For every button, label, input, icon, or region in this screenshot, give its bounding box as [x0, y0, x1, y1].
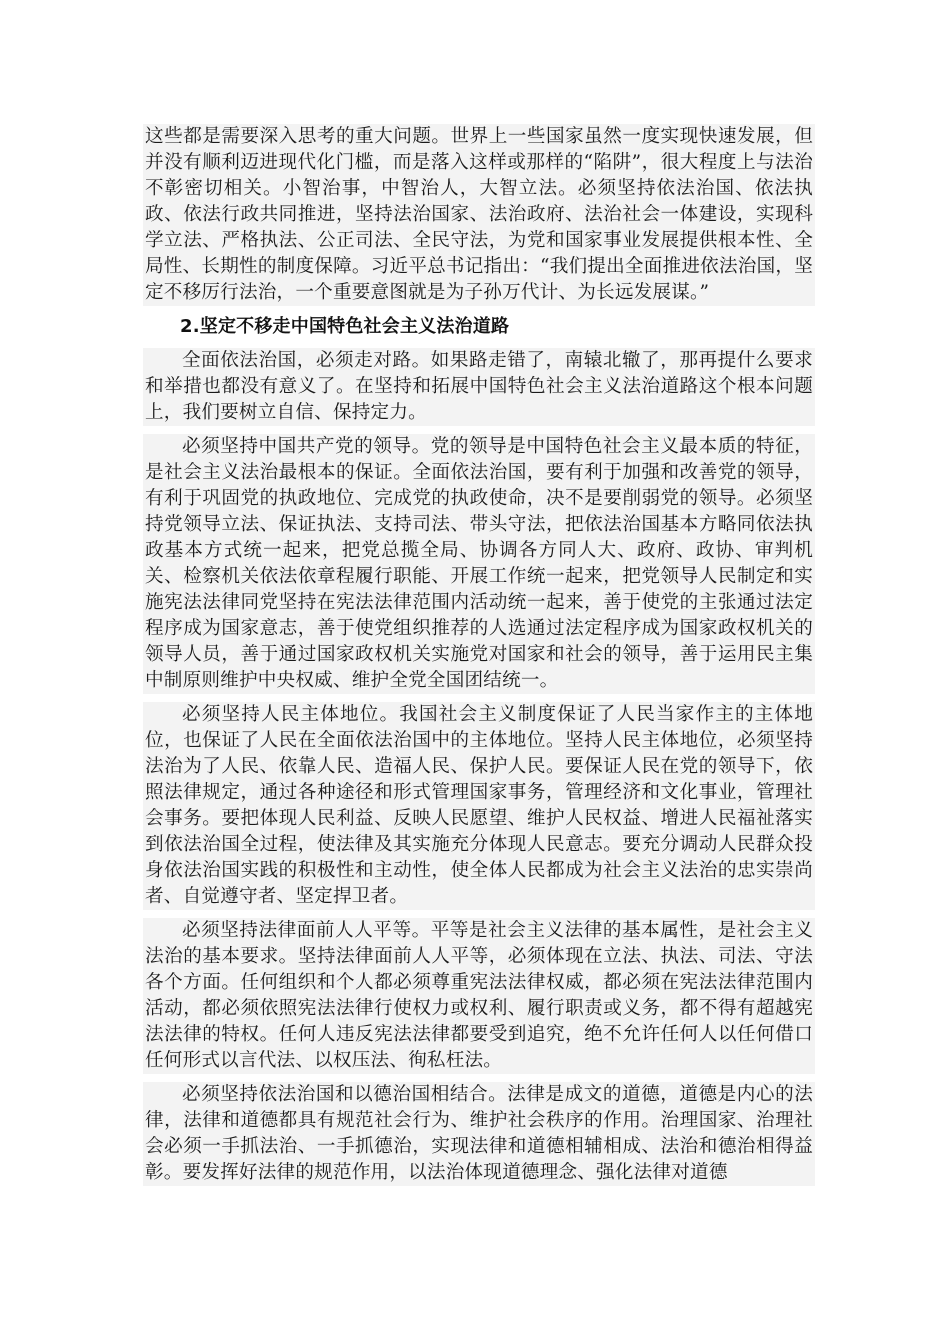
intro-paragraph: 这些都是需要深入思考的重大问题。世界上一些国家虽然一度实现快速发展，但并没有顺利迈进现代化门槛，而是落入这样或那样的“陷阱”，很大程度上与法治不彰密切相关。小智治事，中智治人，大智立法。必须坚持依法治国、依法执政、依法行政共同推进，坚持法治国家、法治政府、法治社会一体建设，实现科学立法、严格执法、公正司法、全民守法，为党和国家事业发展提供根本性、全局性、长期性的制度保障。习近平总书记指出：“我们提出全面推进依法治国，坚定不移厉行法治，一个重要意图就是为子孙万代计、为长远发展谋。”	[143, 124, 815, 306]
section-heading: 2.坚定不移走中国特色社会主义法治道路	[180, 316, 510, 337]
body-paragraph-1: 全面依法治国，必须走对路。如果路走错了，南辕北辙了，那再提什么要求和举措也都没有意义了。在坚持和拓展中国特色社会主义法治道路这个根本问题上，我们要树立自信、保持定力。	[143, 348, 815, 426]
body-paragraph-3: 必须坚持人民主体地位。我国社会主义制度保证了人民当家作主的主体地位，也保证了人民在全面依法治国中的主体地位。坚持人民主体地位，必须坚持法治为了人民、依靠人民、造福人民、保护人民。要保证人民在党的领导下，依照法律规定，通过各种途径和形式管理国家事务，管理经济和文化事业，管理社会事务。要把体现人民利益、反映人民愿望、维护人民权益、增进人民福祉落实到依法治国全过程，使法律及其实施充分体现人民意志。要充分调动人民群众投身依法治国实践的积极性和主动性，使全体人民都成为社会主义法治的忠实崇尚者、自觉遵守者、坚定捍卫者。	[143, 702, 815, 910]
document-body	[143, 124, 815, 1194]
body-paragraph-5: 必须坚持依法治国和以德治国相结合。法律是成文的道德，道德是内心的法律，法律和道德都具有规范社会行为、维护社会秩序的作用。治理国家、治理社会必须一手抓法治、一手抓德治，实现法律和道德相辅相成、法治和德治相得益彰。要发挥好法律的规范作用，以法治体现道德理念、强化法律对道德	[143, 1082, 815, 1186]
body-paragraph-2: 必须坚持中国共产党的领导。党的领导是中国特色社会主义最本质的特征，是社会主义法治最根本的保证。全面依法治国，要有利于加强和改善党的领导，有利于巩固党的执政地位、完成党的执政使命，决不是要削弱党的领导。必须坚持党领导立法、保证执法、支持司法、带头守法，把依法治国基本方略同依法执政基本方式统一起来，把党总揽全局、协调各方同人大、政府、政协、审判机关、检察机关依法依章程履行职能、开展工作统一起来，把党领导人民制定和实施宪法法律同党坚持在宪法法律范围内活动统一起来，善于使党的主张通过法定程序成为国家意志，善于使党组织推荐的人选通过法定程序成为国家政权机关的领导人员，善于通过国家政权机关实施党对国家和社会的领导，善于运用民主集中制原则维护中央权威、维护全党全国团结统一。	[143, 434, 815, 694]
body-paragraph-4: 必须坚持法律面前人人平等。平等是社会主义法律的基本属性，是社会主义法治的基本要求。坚持法律面前人人平等，必须体现在立法、执法、司法、守法各个方面。任何组织和个人都必须尊重宪法法律权威，都必须在宪法法律范围内活动，都必须依照宪法法律行使权力或权利、履行职责或义务，都不得有超越宪法法律的特权。任何人违反宪法法律都要受到追究，绝不允许任何人以任何借口任何形式以言代法、以权压法、徇私枉法。	[143, 918, 815, 1074]
